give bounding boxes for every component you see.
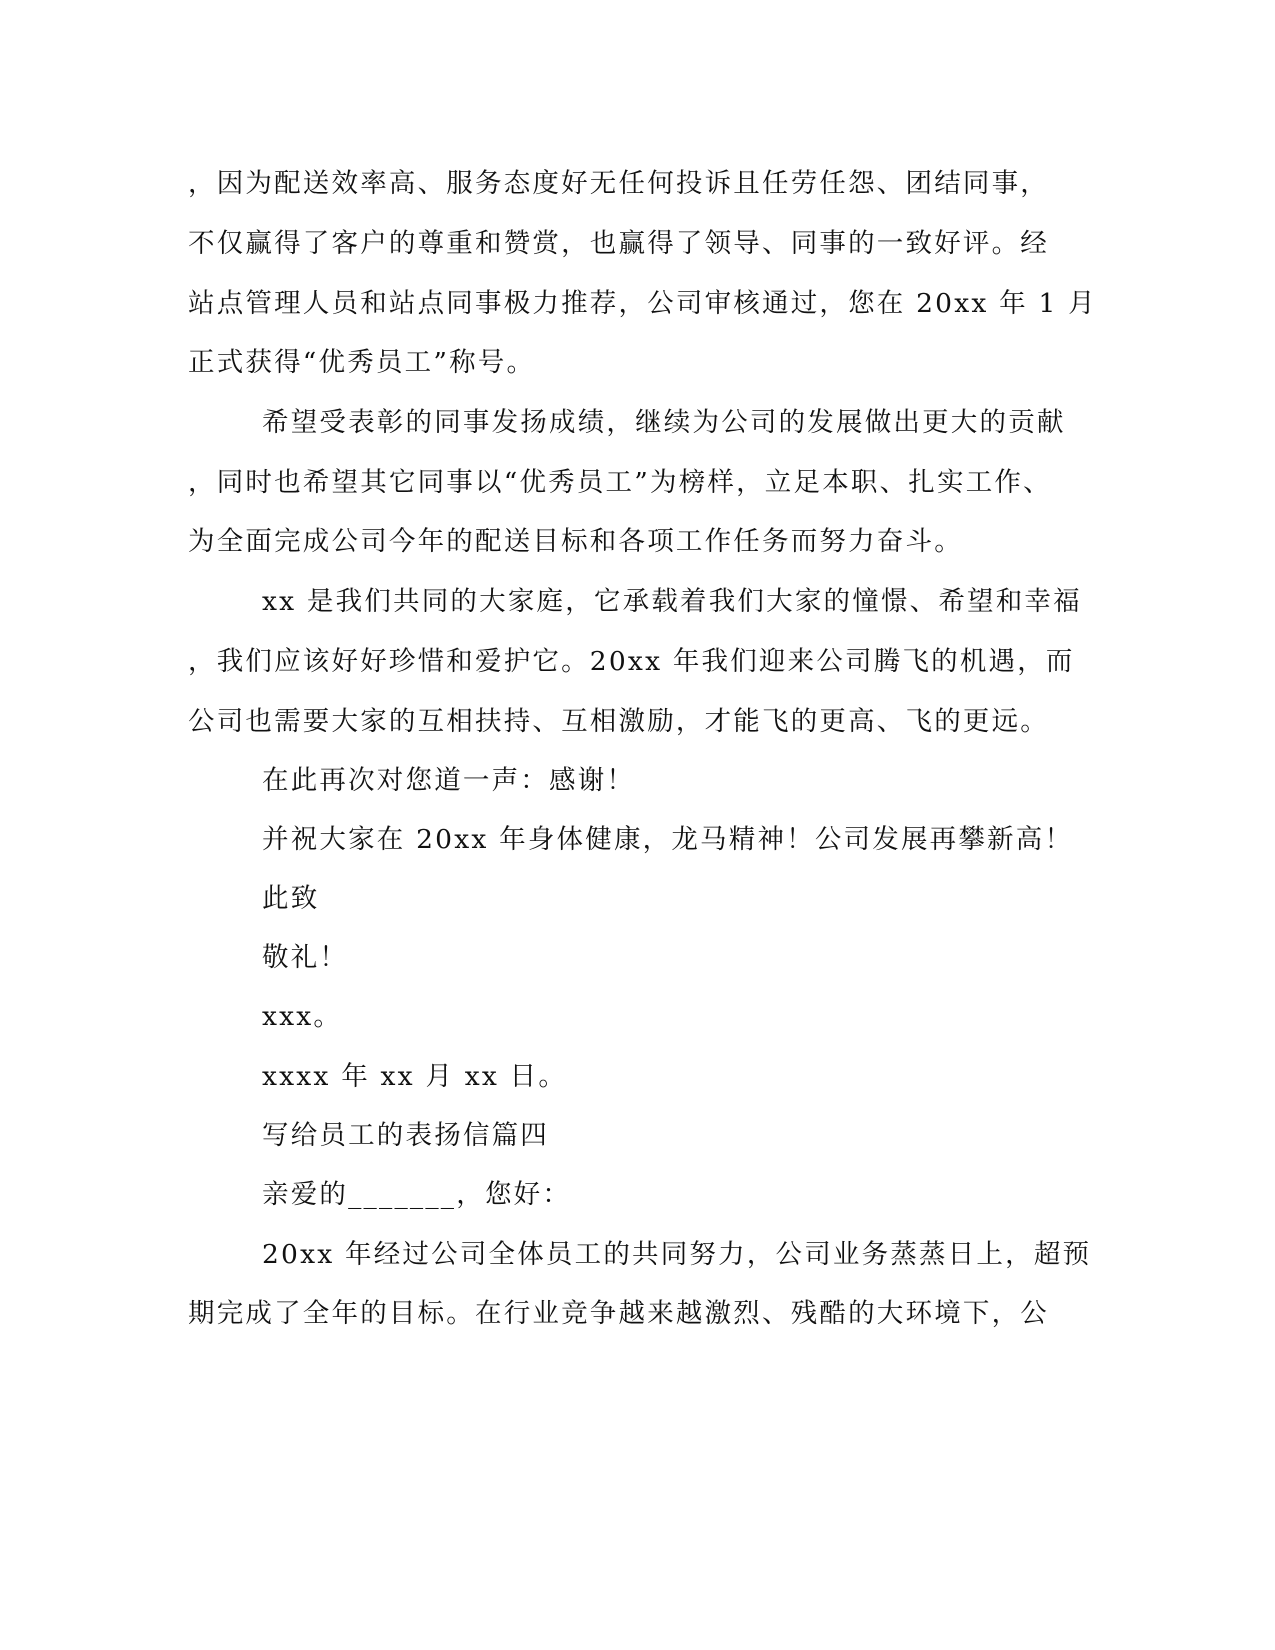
thanks-line: 在此再次对您道一声：感谢！ (262, 765, 636, 796)
paragraph-start-line: 20xx 年经过公司全体员工的共同努力，公司业务蒸蒸日上，超预 (262, 1239, 1092, 1270)
text-line-4: 正式获得“优秀员工”称号。 (188, 347, 536, 378)
wishes-line: 并祝大家在 20xx 年身体健康，龙马精神！公司发展再攀新高！ (262, 824, 1074, 855)
paragraph-start-line: xx 是我们共同的大家庭，它承载着我们大家的憧憬、希望和幸福 (262, 586, 1082, 617)
salutation-line: 敬礼！ (262, 942, 349, 973)
text-line-20: 期完成了全年的目标。在行业竞争越来越激烈、残酷的大环境下，公 (188, 1298, 1049, 1329)
text-line-10: 公司也需要大家的互相扶持、互相激励，才能飞的更高、飞的更远。 (188, 706, 1049, 737)
text-line-9: ，我们应该好好珍惜和爱护它。20xx 年我们迎来公司腾飞的机遇，而 (188, 646, 1075, 677)
text-line-3: 站点管理人员和站点同事极力推荐，公司审核通过，您在 20xx 年 1 月 (188, 288, 1097, 319)
signature-line: xxx。 (262, 1001, 343, 1032)
text-line-2: 不仅赢得了客户的尊重和赞赏，也赢得了领导、同事的一致好评。经 (188, 228, 1049, 259)
closing-line: 此致 (262, 883, 320, 914)
section-title: 写给员工的表扬信篇四 (262, 1120, 549, 1151)
date-line: xxxx 年 xx 月 xx 日。 (262, 1061, 568, 1092)
text-line-1: ，因为配送效率高、服务态度好无任何投诉且任劳任怨、团结同事， (188, 168, 1049, 199)
paragraph-start-line: 希望受表彰的同事发扬成绩，继续为公司的发展做出更大的贡献 (262, 407, 1066, 438)
greeting-line: 亲爱的_______，您好： (262, 1179, 572, 1210)
text-line-7: 为全面完成公司今年的配送目标和各项工作任务而努力奋斗。 (188, 526, 963, 557)
text-line-6: ，同时也希望其它同事以“优秀员工”为榜样，立足本职、扎实工作、 (188, 467, 1052, 498)
